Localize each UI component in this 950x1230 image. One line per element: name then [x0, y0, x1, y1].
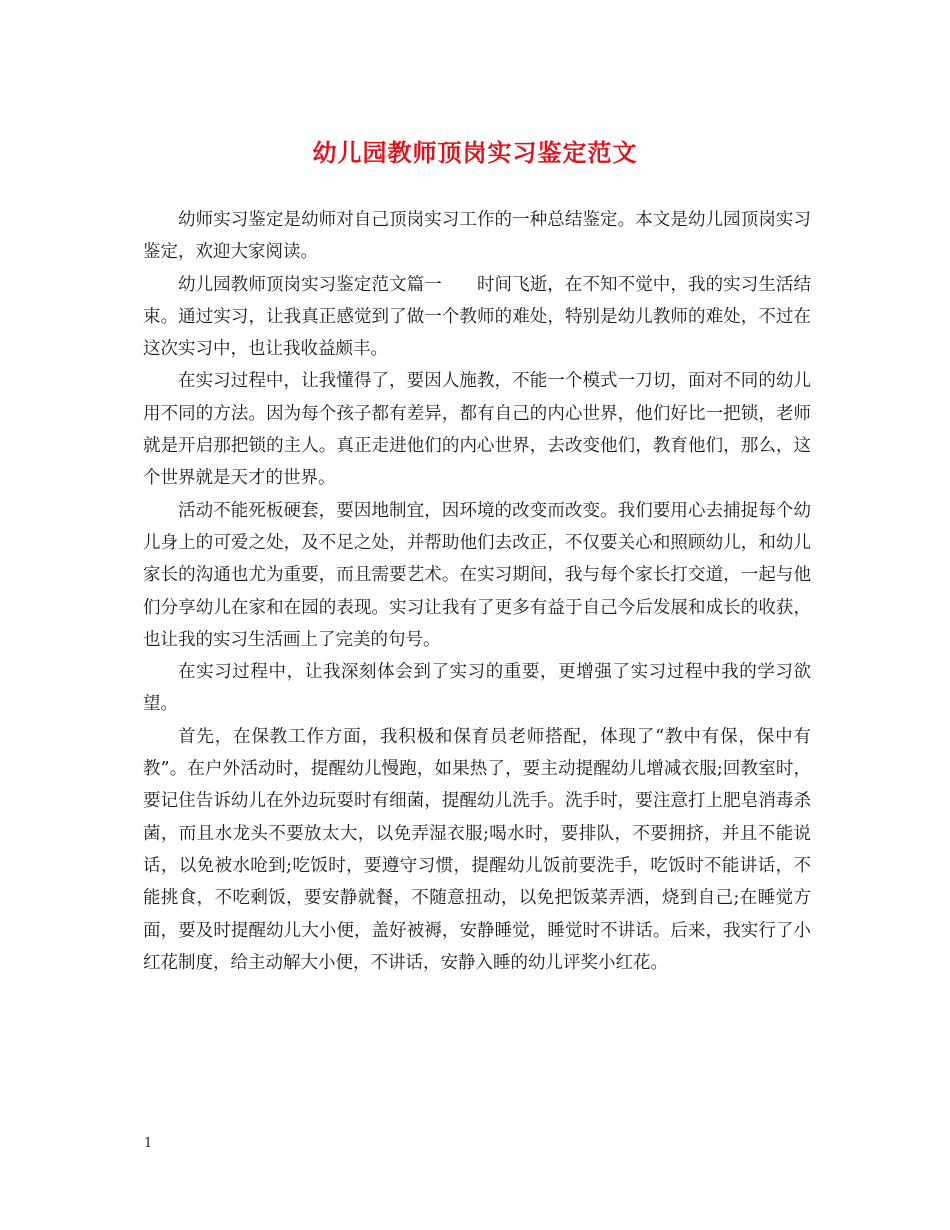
paragraph-internship-importance: 在实习过程中，让我深刻体会到了实习的重要，更增强了实习过程中我的学习欲望。: [143, 662, 811, 715]
paragraph-intro: 幼师实习鉴定是幼师对自己顶岗实习工作的一种总结鉴定。本文是幼儿园顶岗实习鉴定，欢迎大家阅读。: [143, 210, 811, 263]
paragraph-sample-one-opening: 幼儿园教师顶岗实习鉴定范文篇一 时间飞逝，在不知不觉中，我的实习生活结束。通过实习，让我真正感觉到了做一个教师的难处，特别是幼儿教师的难处，不过在这次实习中，也让我收益颇丰。: [143, 274, 811, 360]
document-body: [143, 204, 811, 979]
paragraph-care-and-education: 首先，在保教工作方面，我积极和保育员老师搭配，体现了“教中有保，保中有教”。在户外活动时，提醒幼儿慢跑，如果热了，要主动提醒幼儿增减衣服;回教室时，要记住告诉幼儿在外边玩耍时有细菌，提醒幼儿洗手。洗手时，要注意打上肥皂消毒杀菌，而且水龙头不要放太大，以免弄湿衣服;喝水时，要排队，不要拥挤，并且不能说话，以免被水呛到;吃饭时，要遵守习惯，提醒幼儿饭前要洗手，吃饭时不能讲话，不能挑食，不吃剩饭，要安静就餐，不随意扭动，以免把饭菜弄洒，烧到自己;在睡觉方面，要及时提醒幼儿大小便，盖好被褥，安静睡觉，睡觉时不讲话。后来，我实行了小红花制度，给主动解大小便，不讲话，安静入睡的幼儿评奖小红花。: [143, 726, 811, 973]
page-number: 1: [144, 1136, 153, 1151]
document-title: 幼儿园教师顶岗实习鉴定范文: [312, 138, 638, 167]
paragraph-teaching-method: 在实习过程中，让我懂得了，要因人施教，不能一个模式一刀切，面对不同的幼儿用不同的方法。因为每个孩子都有差异，都有自己的内心世界，他们好比一把锁，老师就是开启那把锁的主人。真正走进他们的内心世界，去改变他们，教育他们，那么，这个世界就是天才的世界。: [143, 371, 811, 489]
paragraph-activities-and-parents: 活动不能死板硬套，要因地制宜，因环境的改变而改变。我们要用心去捕捉每个幼儿身上的可爱之处，及不足之处，并帮助他们去改正，不仅要关心和照顾幼儿，和幼儿家长的沟通也尤为重要，而且需要艺术。在实习期间，我与每个家长打交道，一起与他们分享幼儿在家和在园的表现。实习让我有了更多有益于自己今后发展和成长的收获，也让我的实习生活画上了完美的句号。: [143, 500, 811, 650]
